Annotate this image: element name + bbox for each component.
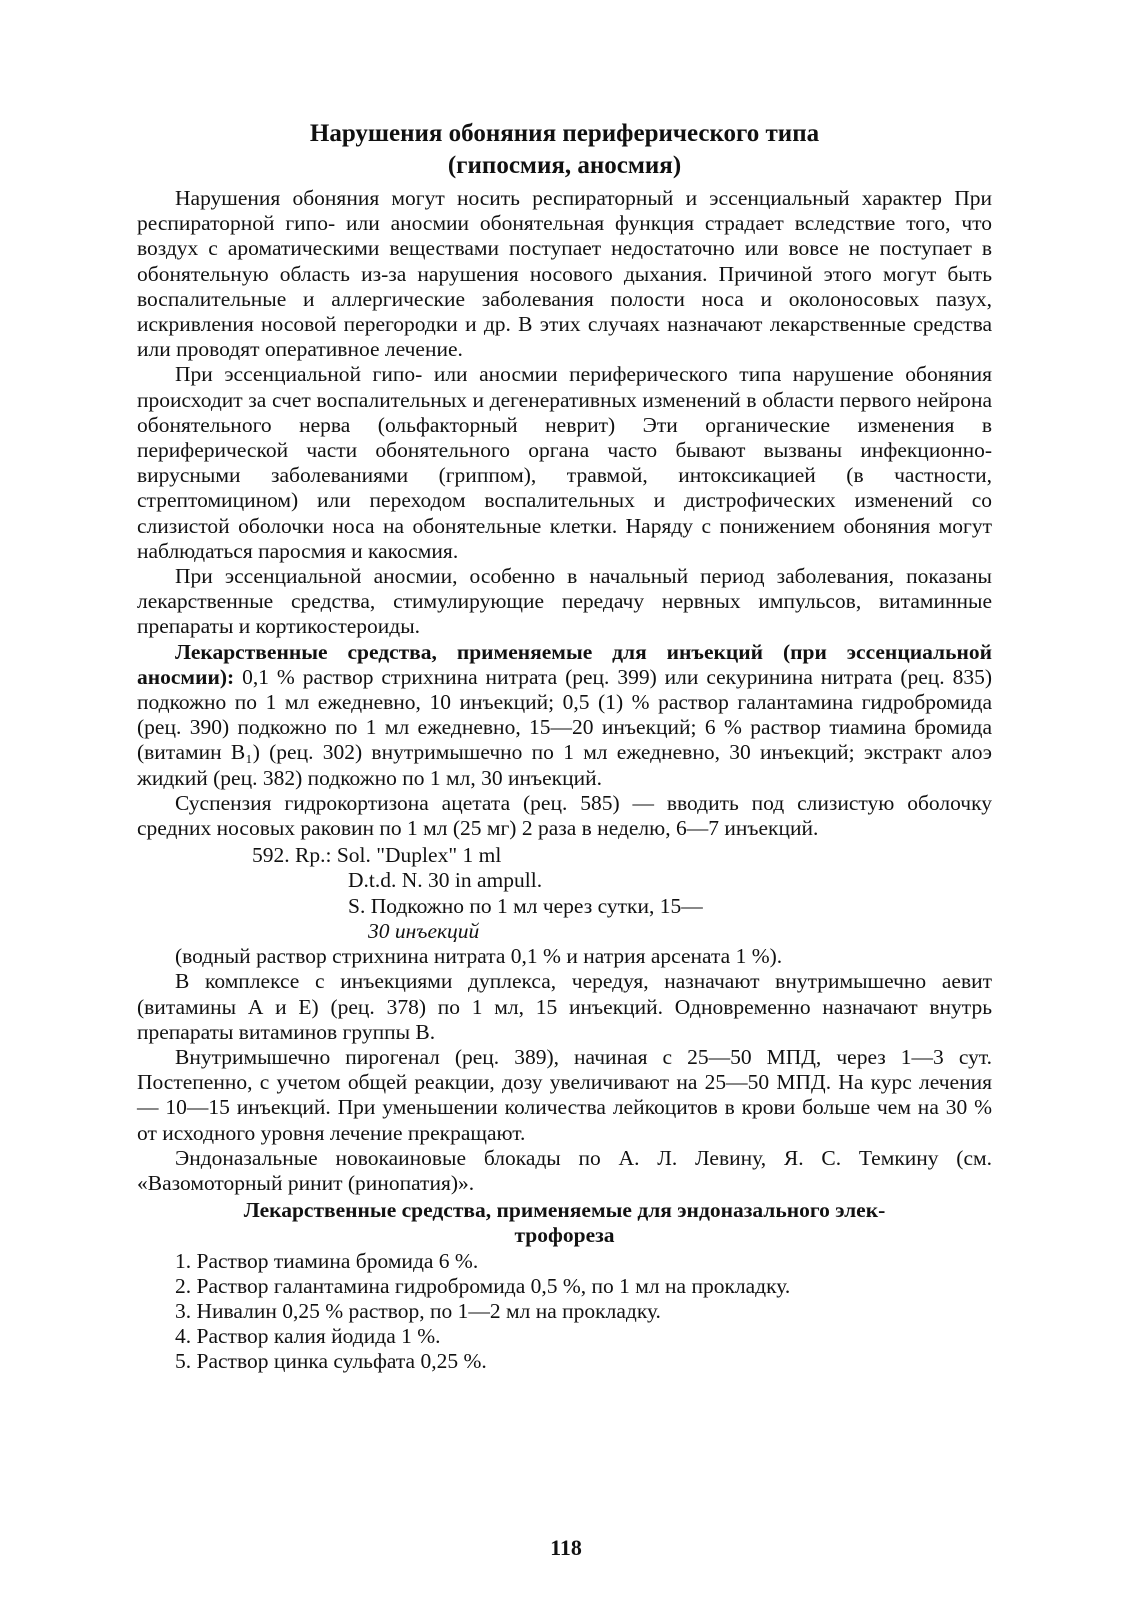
prescription-block <box>252 843 992 944</box>
paragraph-injections <box>137 640 992 791</box>
list-item: 1. Раствор тиамина бромида 6 %. <box>175 1248 479 1273</box>
prescription-line: D.t.d. N. 30 in ampull. <box>348 868 543 893</box>
heading-line-1: Лекарственные средства, применяемые для эндоназального элек- <box>243 1198 886 1223</box>
page-body <box>137 118 992 1375</box>
title-line-2: (гипосмия, аносмия) <box>447 152 682 179</box>
heading-line-2: трофореза <box>514 1223 615 1248</box>
electrophoresis-heading <box>137 1198 992 1248</box>
prescription-line: 30 инъекций <box>368 918 480 943</box>
paragraph-composition: (водный раствор стрихнина нитрата 0,1 % и натрия арсената 1 %). <box>175 944 783 969</box>
section-title <box>137 118 992 182</box>
list-item: 3. Нивалин 0,25 % раствор, по 1—2 мл на прокладку. <box>175 1298 661 1323</box>
paragraph-hydrocortisone: Суспензия гидрокортизона ацетата (рец. 585) — вводить под слизистую оболочку средних носовых раковин по 1 мл (25 мг) 2 раза в неделю, 6—7 инъекций. <box>137 790 992 841</box>
paragraph-treatment-intro: При эссенциальной аносмии, особенно в начальный период заболевания, показаны лекарственные средства, стимулирующие передачу нервных импульсов, витаминные препараты и кортикостероиды. <box>137 564 992 639</box>
paragraph-duplex: В комплексе с инъекциями дуплекса, чередуя, назначают внутримышечно аевит (витамины А и Е) (рец. 378) по 1 мл, 15 инъекций. Одновременно назначают внутрь препараты витаминов группы В. <box>137 969 992 1044</box>
prescription-line: 592. Rp.: Sol. "Duplex" 1 ml <box>252 843 502 868</box>
list-item: 5. Раствор цинка сульфата 0,25 %. <box>175 1349 487 1374</box>
paragraph-pyrogenal: Внутримышечно пирогенал (рец. 389), начиная с 25—50 МПД, через 1—3 сут. Постепенно, с учетом общей реакции, дозу увеличивают на 25—50 МПД. На курс лечения — 10—15 инъекций. При уменьшении количества лейкоцитов в крови больше чем на 30 % от исходного уровня лечение прекращают. <box>137 1044 992 1145</box>
injections-heading: Лекарственные средства, применяемые для инъекций (при эссенциальной аносмии): <box>137 639 992 689</box>
title-line-1: Нарушения обоняния периферического типа <box>309 120 820 147</box>
prescription-line: S. Подкожно по 1 мл через сутки, 15— <box>348 893 703 918</box>
paragraph-respiratory: Нарушения обоняния могут носить респираторный и эссенциальный характер При респираторной гипо- или аносмии обонятельная функция страдает вследствие того, что воздух с ароматическими веществами поступает недостаточно или вовсе не поступает в обонятельную область из-за нарушения носового дыхания. Причиной этого могут быть воспалительные и аллергические заболевания полости носа и околоносовых пазух, искривления носовой перегородки и др. В этих случаях назначают лекарственные средства или проводят оперативное лечение. <box>137 186 992 362</box>
list-item: 4. Раствор калия йодида 1 %. <box>175 1324 441 1349</box>
injections-text: 0,1 % раствор стрихнина нитрата (рец. 399) или секуринина нитрата (рец. 835) подкожно по 1 мл ежедневно, 10 инъекций; 0,5 (1) % раствор галантамина гидробромида (рец. 390) подкожно по 1 мл ежедневно, 15—20 инъекций; 6 % раствор тиамина бромида (витамин B₁) (рец. 302) внутримышечно по 1 мл ежедневно, 30 инъекций; экстракт алоэ жидкий (рец. 382) подкожно по 1 мл, 30 инъекций. <box>137 664 992 790</box>
paragraph-blockade: Эндоназальные новокаиновые блокады по А. Л. Левину, Я. С. Темкину (см. «Вазомоторный ринит (ринопатия)». <box>137 1145 992 1195</box>
electrophoresis-list <box>137 1249 992 1375</box>
list-item: 2. Раствор галантамина гидробромида 0,5 %, по 1 мл на прокладку. <box>175 1273 791 1298</box>
page-number: 118 <box>550 1535 582 1560</box>
paragraph-essential: При эссенциальной гипо- или аносмии периферического типа нарушение обоняния происходит за счет воспалительных и дегенеративных изменений в области первого нейрона обонятельного нерва (ольфакторный неврит) Эти органические изменения в периферической части обонятельного органа часто бывают вызваны инфекционно-вирусными заболеваниями (гриппом), травмой, интоксикацией (в частности, стрептомицином) или переходом воспалительных и дистрофических изменений со слизистой оболочки носа на обонятельные клетки. Наряду с понижением обоняния могут наблюдаться паросмия и какосмия. <box>137 362 992 563</box>
